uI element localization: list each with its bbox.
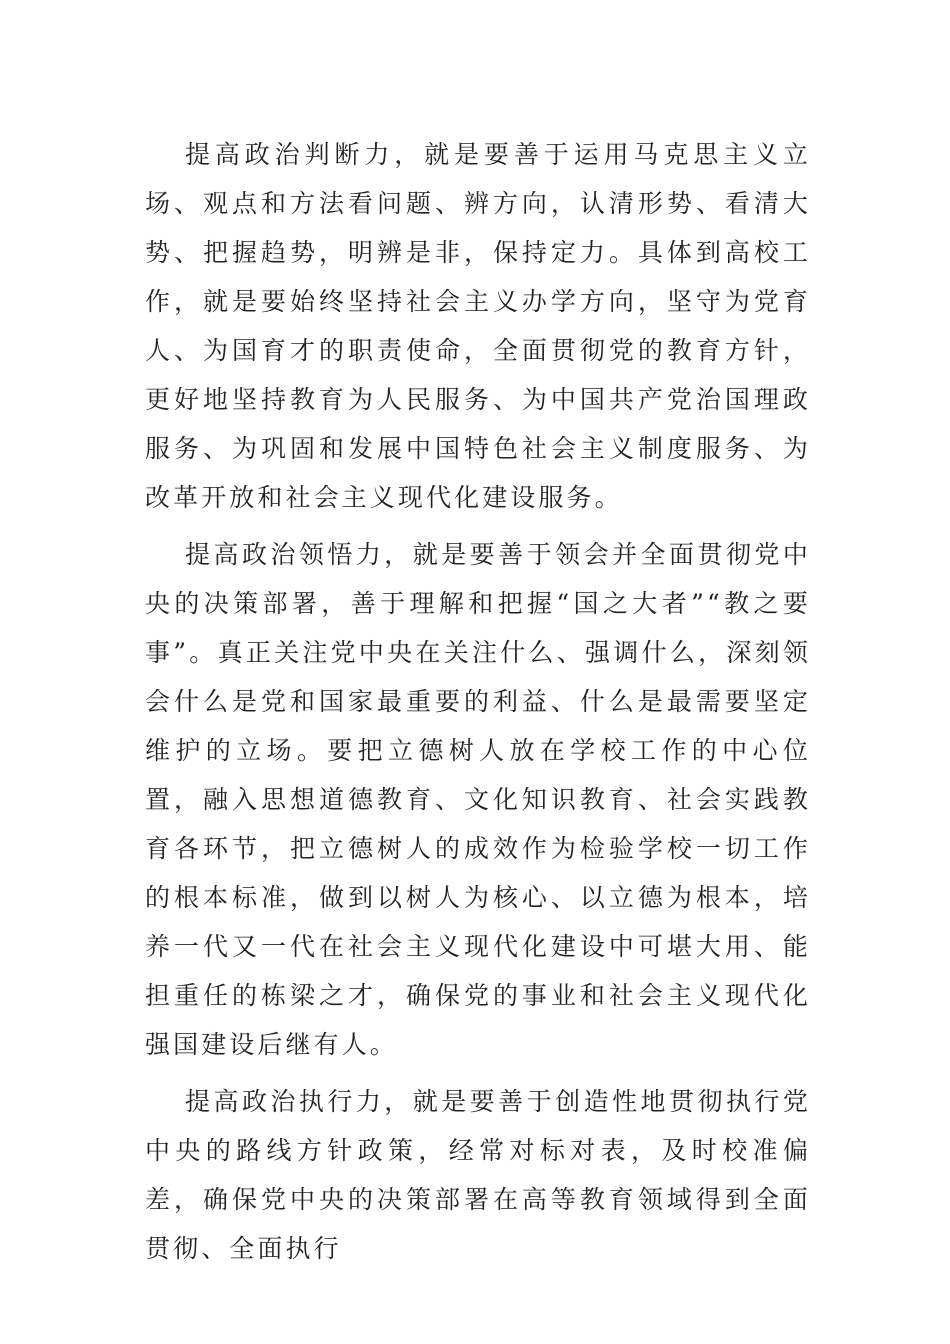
document-body bbox=[145, 130, 811, 1281]
paragraph-political-comprehension: 提高政治领悟力，就是要善于领会并全面贯彻党中央的决策部署，善于理解和把握“国之大者”“教之要事”。真正关注党中央在关注什么、强调什么，深刻领会什么是党和国家最重要的利益、什么是最需要坚定维护的立场。要把立德树人放在学校工作的中心位置，融入思想道德教育、文化知识教育、社会实践教育各环节，把立德树人的成效作为检验学校一切工作的根本标准，做到以树人为核心、以立德为根本，培养一代又一代在社会主义现代化建设中可堪大用、能担重任的栋梁之才，确保党的事业和社会主义现代化强国建设后继有人。 bbox=[145, 540, 811, 1059]
paragraph-political-judgment: 提高政治判断力，就是要善于运用马克思主义立场、观点和方法看问题、辨方向，认清形势、看清大势、把握趋势，明辨是非，保持定力。具体到高校工作，就是要始终坚持社会主义办学方向，坚守为党育人、为国育才的职责使命，全面贯彻党的教育方针，更好地坚持教育为人民服务、为中国共产党治国理政服务、为巩固和发展中国特色社会主义制度服务、为改革开放和社会主义现代化建设服务。 bbox=[145, 140, 811, 512]
paragraph-political-execution: 提高政治执行力，就是要善于创造性地贯彻执行党中央的路线方针政策，经常对标对表，及时校准偏差，确保党中央的决策部署在高等教育领域得到全面贯彻、全面执行 bbox=[145, 1087, 811, 1263]
